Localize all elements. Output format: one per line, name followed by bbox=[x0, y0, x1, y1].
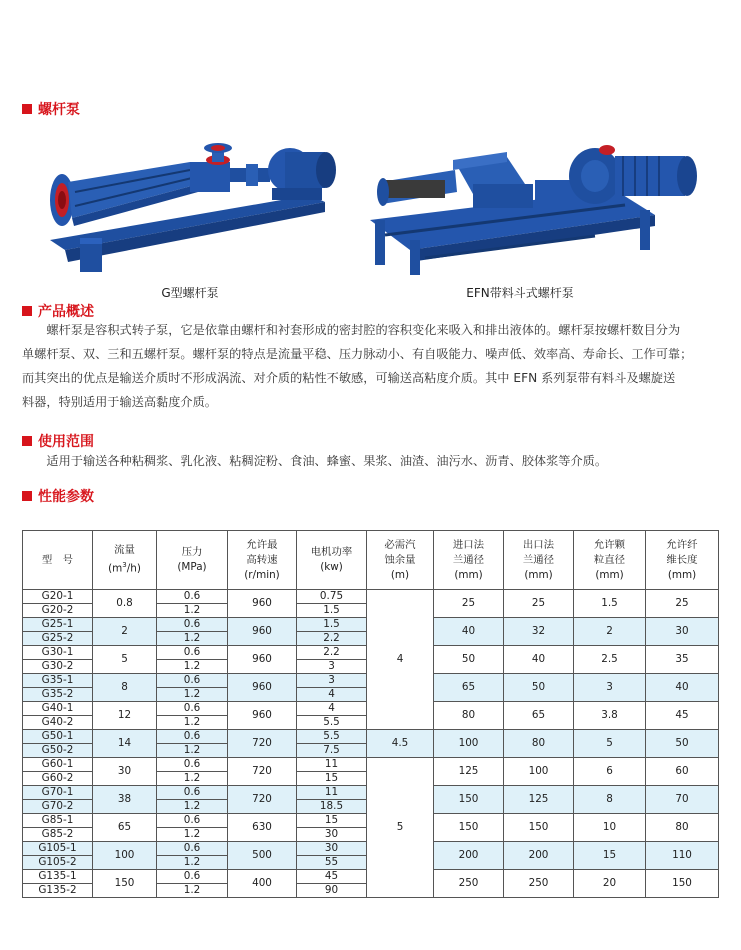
speed-cell: 960 bbox=[228, 618, 297, 646]
inlet-cell: 50 bbox=[434, 646, 504, 674]
inlet-cell: 40 bbox=[434, 618, 504, 646]
model-cell: G50-1 bbox=[23, 730, 93, 744]
inlet-cell: 65 bbox=[434, 674, 504, 702]
section-title: 性能参数 bbox=[38, 489, 94, 505]
npsh-cell: 4 bbox=[367, 590, 434, 730]
power-cell: 30 bbox=[297, 842, 367, 856]
flow-cell: 38 bbox=[93, 786, 157, 814]
inlet-cell: 150 bbox=[434, 814, 504, 842]
inlet-cell: 125 bbox=[434, 758, 504, 786]
particle-cell: 5 bbox=[574, 730, 646, 758]
power-cell: 5.5 bbox=[297, 716, 367, 730]
power-cell: 0.75 bbox=[297, 590, 367, 604]
power-cell: 1.5 bbox=[297, 604, 367, 618]
power-cell: 1.5 bbox=[297, 618, 367, 632]
header-speed: 允许最 高转速 (r/min) bbox=[228, 531, 297, 590]
outlet-cell: 250 bbox=[504, 870, 574, 898]
pressure-cell: 0.6 bbox=[157, 730, 228, 744]
speed-cell: 960 bbox=[228, 674, 297, 702]
speed-cell: 400 bbox=[228, 870, 297, 898]
header-outlet: 出口法 兰通径 (mm) bbox=[504, 531, 574, 590]
overview-line: 螺杆泵是容积式转子泵，它是依靠由螺杆和衬套形成的密封腔的容积变化来吸入和排出液体的。螺杆泵按螺杆数目分为 bbox=[46, 323, 681, 337]
pressure-cell: 1.2 bbox=[157, 828, 228, 842]
model-cell: G70-1 bbox=[23, 786, 93, 800]
flow-cell: 100 bbox=[93, 842, 157, 870]
pressure-cell: 0.6 bbox=[157, 814, 228, 828]
outlet-cell: 200 bbox=[504, 842, 574, 870]
speed-cell: 500 bbox=[228, 842, 297, 870]
flow-cell: 2 bbox=[93, 618, 157, 646]
model-cell: G35-2 bbox=[23, 688, 93, 702]
section-performance bbox=[22, 486, 94, 506]
speed-cell: 720 bbox=[228, 758, 297, 786]
pressure-cell: 1.2 bbox=[157, 884, 228, 898]
header-fiber: 允许纤 维长度 (mm) bbox=[646, 531, 719, 590]
flow-cell: 14 bbox=[93, 730, 157, 758]
table-row bbox=[23, 590, 719, 604]
inlet-cell: 250 bbox=[434, 870, 504, 898]
flow-cell: 150 bbox=[93, 870, 157, 898]
section-marker-icon bbox=[22, 104, 32, 114]
model-cell: G60-1 bbox=[23, 758, 93, 772]
pressure-cell: 0.6 bbox=[157, 646, 228, 660]
inlet-cell: 200 bbox=[434, 842, 504, 870]
header-pressure: 压力 (MPa) bbox=[157, 531, 228, 590]
flow-cell: 8 bbox=[93, 674, 157, 702]
flow-cell: 30 bbox=[93, 758, 157, 786]
model-cell: G60-2 bbox=[23, 772, 93, 786]
fiber-cell: 25 bbox=[646, 590, 719, 618]
particle-cell: 10 bbox=[574, 814, 646, 842]
outlet-cell: 50 bbox=[504, 674, 574, 702]
overview-line: 而其突出的优点是输送介质时不形成涡流、对介质的粘性不敏感，可输送高粘度介质。其中 EFN 系列泵带有料斗及螺旋送 bbox=[22, 371, 676, 385]
section-title: 产品概述 bbox=[38, 304, 94, 320]
pressure-cell: 1.2 bbox=[157, 604, 228, 618]
flow-cell: 0.8 bbox=[93, 590, 157, 618]
outlet-cell: 125 bbox=[504, 786, 574, 814]
header-inlet: 进口法 兰通径 (mm) bbox=[434, 531, 504, 590]
power-cell: 4 bbox=[297, 688, 367, 702]
performance-table bbox=[22, 530, 719, 898]
particle-cell: 15 bbox=[574, 842, 646, 870]
fiber-cell: 45 bbox=[646, 702, 719, 730]
speed-cell: 720 bbox=[228, 730, 297, 758]
npsh-cell: 4.5 bbox=[367, 730, 434, 758]
outlet-cell: 40 bbox=[504, 646, 574, 674]
pressure-cell: 0.6 bbox=[157, 758, 228, 772]
power-cell: 2.2 bbox=[297, 632, 367, 646]
power-cell: 4 bbox=[297, 702, 367, 716]
outlet-cell: 65 bbox=[504, 702, 574, 730]
pressure-cell: 1.2 bbox=[157, 772, 228, 786]
power-cell: 11 bbox=[297, 758, 367, 772]
efn-pump-image bbox=[365, 140, 705, 280]
power-cell: 15 bbox=[297, 814, 367, 828]
particle-cell: 2.5 bbox=[574, 646, 646, 674]
g-pump-caption: G型螺杆泵 bbox=[161, 286, 219, 300]
speed-cell: 720 bbox=[228, 786, 297, 814]
overview-paragraph bbox=[22, 318, 718, 414]
power-cell: 90 bbox=[297, 884, 367, 898]
particle-cell: 1.5 bbox=[574, 590, 646, 618]
section-screw-pump bbox=[22, 99, 80, 119]
table-row bbox=[23, 758, 719, 772]
section-title: 螺杆泵 bbox=[38, 102, 80, 118]
pressure-cell: 1.2 bbox=[157, 716, 228, 730]
outlet-cell: 25 bbox=[504, 590, 574, 618]
fiber-cell: 50 bbox=[646, 730, 719, 758]
speed-cell: 630 bbox=[228, 814, 297, 842]
outlet-cell: 32 bbox=[504, 618, 574, 646]
model-cell: G20-1 bbox=[23, 590, 93, 604]
flow-cell: 5 bbox=[93, 646, 157, 674]
usage-paragraph: 适用于输送各种粘稠浆、乳化液、粘稠淀粉、食油、蜂蜜、果浆、油渣、油污水、沥青、胶体浆等介质。 bbox=[46, 454, 608, 468]
pressure-cell: 0.6 bbox=[157, 590, 228, 604]
power-cell: 18.5 bbox=[297, 800, 367, 814]
section-title: 使用范围 bbox=[38, 434, 94, 450]
fiber-cell: 35 bbox=[646, 646, 719, 674]
fiber-cell: 30 bbox=[646, 618, 719, 646]
power-cell: 3 bbox=[297, 660, 367, 674]
speed-cell: 960 bbox=[228, 646, 297, 674]
fiber-cell: 70 bbox=[646, 786, 719, 814]
fiber-cell: 40 bbox=[646, 674, 719, 702]
flow-cell: 65 bbox=[93, 814, 157, 842]
pressure-cell: 1.2 bbox=[157, 744, 228, 758]
npsh-cell: 5 bbox=[367, 758, 434, 898]
header-model: 型 号 bbox=[23, 531, 93, 590]
model-cell: G105-2 bbox=[23, 856, 93, 870]
inlet-cell: 150 bbox=[434, 786, 504, 814]
header-power: 电机功率 (kw) bbox=[297, 531, 367, 590]
power-cell: 11 bbox=[297, 786, 367, 800]
model-cell: G20-2 bbox=[23, 604, 93, 618]
power-cell: 2.2 bbox=[297, 646, 367, 660]
pressure-cell: 0.6 bbox=[157, 842, 228, 856]
model-cell: G30-1 bbox=[23, 646, 93, 660]
model-cell: G25-2 bbox=[23, 632, 93, 646]
particle-cell: 20 bbox=[574, 870, 646, 898]
table-body bbox=[23, 590, 719, 898]
section-marker-icon bbox=[22, 491, 32, 501]
power-cell: 15 bbox=[297, 772, 367, 786]
pressure-cell: 0.6 bbox=[157, 618, 228, 632]
model-cell: G50-2 bbox=[23, 744, 93, 758]
pressure-cell: 0.6 bbox=[157, 786, 228, 800]
particle-cell: 3 bbox=[574, 674, 646, 702]
fiber-cell: 110 bbox=[646, 842, 719, 870]
pressure-cell: 1.2 bbox=[157, 856, 228, 870]
pressure-cell: 0.6 bbox=[157, 702, 228, 716]
model-cell: G40-2 bbox=[23, 716, 93, 730]
speed-cell: 960 bbox=[228, 702, 297, 730]
header-flow: 流量 $(m^3/h)$ bbox=[93, 531, 157, 590]
model-cell: G135-1 bbox=[23, 870, 93, 884]
particle-cell: 6 bbox=[574, 758, 646, 786]
fiber-cell: 150 bbox=[646, 870, 719, 898]
model-cell: G35-1 bbox=[23, 674, 93, 688]
power-cell: 45 bbox=[297, 870, 367, 884]
section-usage bbox=[22, 431, 94, 451]
pressure-cell: 1.2 bbox=[157, 688, 228, 702]
model-cell: G85-1 bbox=[23, 814, 93, 828]
model-cell: G40-1 bbox=[23, 702, 93, 716]
g-pump-image bbox=[40, 140, 340, 280]
model-cell: G85-2 bbox=[23, 828, 93, 842]
model-cell: G25-1 bbox=[23, 618, 93, 632]
table-row bbox=[23, 730, 719, 744]
pressure-cell: 1.2 bbox=[157, 800, 228, 814]
section-marker-icon bbox=[22, 306, 32, 316]
power-cell: 30 bbox=[297, 828, 367, 842]
pressure-cell: 0.6 bbox=[157, 870, 228, 884]
inlet-cell: 80 bbox=[434, 702, 504, 730]
inlet-cell: 100 bbox=[434, 730, 504, 758]
overview-line: 单螺杆泵、双、三和五螺杆泵。螺杆泵的特点是流量平稳、压力脉动小、有自吸能力、噪声低、效率高、寿命长、工作可靠； bbox=[22, 347, 693, 361]
power-cell: 5.5 bbox=[297, 730, 367, 744]
inlet-cell: 25 bbox=[434, 590, 504, 618]
pressure-cell: 1.2 bbox=[157, 632, 228, 646]
model-cell: G30-2 bbox=[23, 660, 93, 674]
model-cell: G70-2 bbox=[23, 800, 93, 814]
table-header-row bbox=[23, 531, 719, 590]
efn-pump-caption: EFN带料斗式螺杆泵 bbox=[466, 286, 574, 300]
fiber-cell: 80 bbox=[646, 814, 719, 842]
header-particle: 允许颗 粒直径 (mm) bbox=[574, 531, 646, 590]
particle-cell: 8 bbox=[574, 786, 646, 814]
model-cell: G135-2 bbox=[23, 884, 93, 898]
outlet-cell: 80 bbox=[504, 730, 574, 758]
outlet-cell: 150 bbox=[504, 814, 574, 842]
fiber-cell: 60 bbox=[646, 758, 719, 786]
power-cell: 55 bbox=[297, 856, 367, 870]
power-cell: 7.5 bbox=[297, 744, 367, 758]
power-cell: 3 bbox=[297, 674, 367, 688]
header-npsh: 必需汽 蚀余量 (m) bbox=[367, 531, 434, 590]
particle-cell: 3.8 bbox=[574, 702, 646, 730]
section-marker-icon bbox=[22, 436, 32, 446]
speed-cell: 960 bbox=[228, 590, 297, 618]
pressure-cell: 1.2 bbox=[157, 660, 228, 674]
outlet-cell: 100 bbox=[504, 758, 574, 786]
overview-line: 料器，特别适用于输送高黏度介质。 bbox=[22, 395, 217, 409]
model-cell: G105-1 bbox=[23, 842, 93, 856]
pressure-cell: 0.6 bbox=[157, 674, 228, 688]
flow-cell: 12 bbox=[93, 702, 157, 730]
particle-cell: 2 bbox=[574, 618, 646, 646]
